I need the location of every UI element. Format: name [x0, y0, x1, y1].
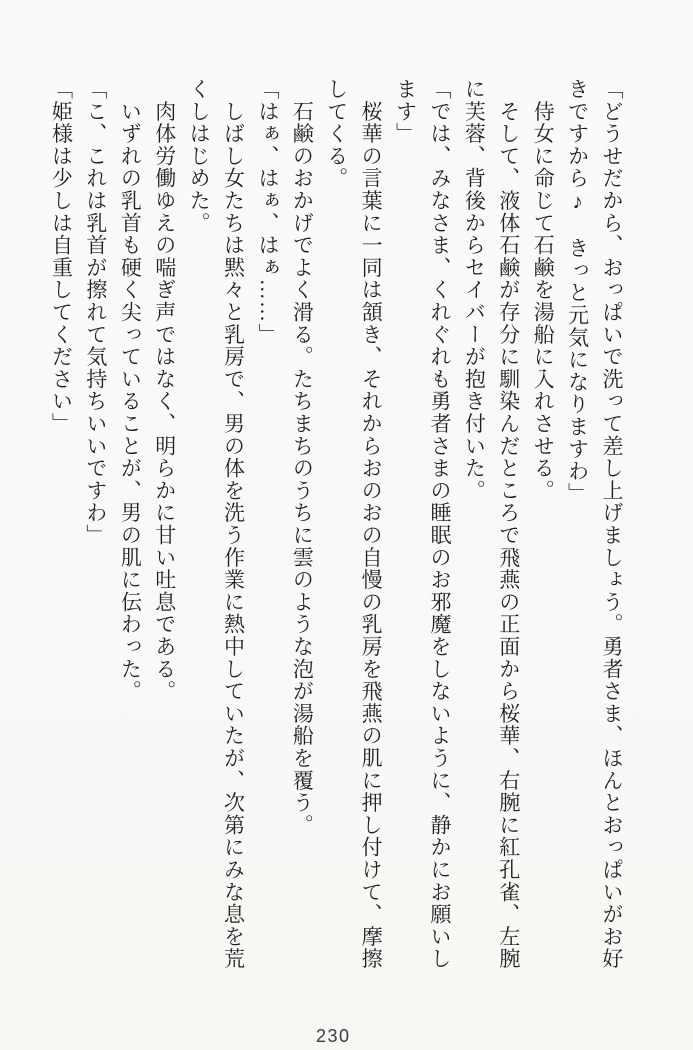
text-line: ます」 — [393, 78, 418, 145]
text-line: そして、液体石鹸が存分に馴染んだところで飛燕の正面から桜華、右腕に紅孔雀、左腕 — [496, 78, 521, 970]
text-line: 桜華の言葉に一同は頷き、それからおのおの自慢の乳房を飛燕の肌に押し付けて、摩擦 — [359, 78, 384, 970]
text-line: 「はぁ、はぁ、はぁ……」 — [255, 78, 280, 346]
text-line: してくる。 — [324, 78, 349, 190]
text-line: 「姫様は少しは自重してください」 — [49, 78, 74, 435]
text-line: くしはじめた。 — [187, 78, 212, 235]
vertical-text-block — [44, 78, 629, 996]
text-line: 侍女に命じて石鹸を湯船に入れさせる。 — [531, 78, 556, 502]
text-line: 「どうせだから、おっぱいで洗って差し上げましょう。勇者さま、ほんとおっぱいがお好 — [600, 78, 624, 970]
text-line: 「では、みなさま、くれぐれも勇者さまの睡眠のお邪魔をしないように、静かにお願いし — [427, 78, 452, 970]
text-line: に芙蓉、背後からセイバーが抱き付いた。 — [462, 78, 487, 502]
page-number: 230 — [316, 1026, 351, 1046]
text-line: 「こ、これは乳首が擦れて気持ちいいですわ」 — [83, 78, 108, 547]
text-line: いずれの乳首も硬く尖っていることが、男の肌に伝わった。 — [118, 78, 143, 703]
text-line: しばし女たちは黙々と乳房で、男の体を洗う作業に熱中していたが、次第にみな息を荒 — [221, 78, 246, 970]
text-line: 石鹸のおかげでよく滑る。たちまちのうちに雲のような泡が湯船を覆う。 — [290, 78, 315, 837]
text-line: きですから♪ きっと元気になりますわ」 — [565, 78, 590, 505]
text-line: 肉体労働ゆえの喘ぎ声ではなく、明らかに甘い吐息である。 — [152, 78, 177, 703]
